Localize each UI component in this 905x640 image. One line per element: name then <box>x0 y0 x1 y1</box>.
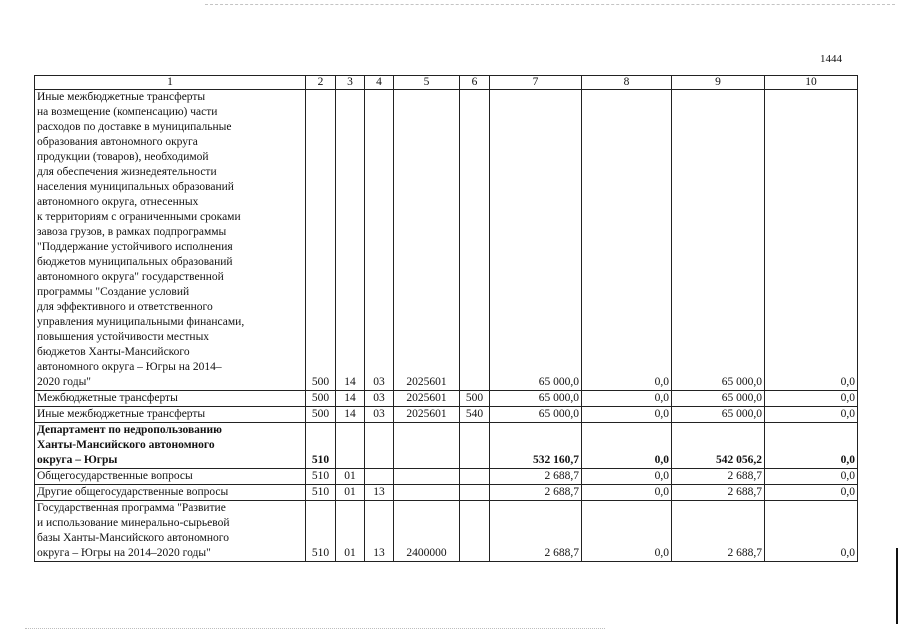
column-header: 5 <box>394 76 460 90</box>
amount-cell: 0,0 <box>582 501 672 562</box>
row-name-cell: Межбюджетные трансферты <box>35 391 306 407</box>
code-section-cell: 14 <box>336 90 365 391</box>
code-expense-type-cell <box>460 90 490 391</box>
table-row <box>35 501 858 562</box>
code-target-cell <box>394 423 460 469</box>
code-admin-cell: 510 <box>306 423 336 469</box>
code-expense-type-cell: 500 <box>460 391 490 407</box>
column-header: 4 <box>365 76 394 90</box>
table-body <box>35 76 858 562</box>
row-name-cell: Департамент по недропользованию Ханты-Мансийского автономного округа – Югры <box>35 423 306 469</box>
code-subsection-cell <box>365 469 394 485</box>
scan-artifact-bottom <box>25 628 605 629</box>
code-admin-cell: 500 <box>306 90 336 391</box>
amount-cell: 65 000,0 <box>490 391 582 407</box>
code-admin-cell: 510 <box>306 501 336 562</box>
column-header: 3 <box>336 76 365 90</box>
amount-cell: 0,0 <box>765 90 858 391</box>
code-target-cell: 2025601 <box>394 90 460 391</box>
amount-cell: 2 688,7 <box>490 501 582 562</box>
code-subsection-cell <box>365 423 394 469</box>
table-row <box>35 469 858 485</box>
column-header: 7 <box>490 76 582 90</box>
column-header: 9 <box>672 76 765 90</box>
page-number: 1444 <box>820 53 842 65</box>
column-header: 8 <box>582 76 672 90</box>
amount-cell: 2 688,7 <box>672 485 765 501</box>
amount-cell: 2 688,7 <box>672 469 765 485</box>
budget-table <box>34 75 858 562</box>
amount-cell: 0,0 <box>582 469 672 485</box>
code-subsection-cell: 03 <box>365 391 394 407</box>
code-expense-type-cell <box>460 485 490 501</box>
code-expense-type-cell: 540 <box>460 407 490 423</box>
code-section-cell: 14 <box>336 391 365 407</box>
amount-cell: 532 160,7 <box>490 423 582 469</box>
row-name-cell: Иные межбюджетные трансферты <box>35 407 306 423</box>
amount-cell: 2 688,7 <box>490 485 582 501</box>
code-target-cell <box>394 469 460 485</box>
row-name-cell: Иные межбюджетные трансферты на возмещение (компенсацию) части расходов по доставке в муниципальные образования автономного округа продукции (товаров), необходимой для обеспечения жизнедеятельности населения муниципальных образований автономного округа, отнесенных к территориям с ограниченными сроками завоза грузов, в рамках подпрограммы "Поддержание устойчивого исполнения бюджетов муниципальных образований автономного округа" государственной программы "Создание условий для эффективного и ответственного управления муниципальными финансами, повышения устойчивости местных бюджетов Ханты-Мансийского автономного округа – Югры на 2014– 2020 годы" <box>35 90 306 391</box>
column-header: 1 <box>35 76 306 90</box>
code-expense-type-cell <box>460 423 490 469</box>
column-header: 2 <box>306 76 336 90</box>
row-name-cell: Другие общегосударственные вопросы <box>35 485 306 501</box>
amount-cell: 0,0 <box>765 485 858 501</box>
column-header: 6 <box>460 76 490 90</box>
code-target-cell: 2400000 <box>394 501 460 562</box>
code-section-cell <box>336 423 365 469</box>
code-subsection-cell: 13 <box>365 501 394 562</box>
amount-cell: 0,0 <box>582 391 672 407</box>
amount-cell: 0,0 <box>582 90 672 391</box>
code-expense-type-cell <box>460 501 490 562</box>
table-row <box>35 90 858 391</box>
code-admin-cell: 510 <box>306 469 336 485</box>
amount-cell: 65 000,0 <box>672 90 765 391</box>
code-section-cell: 01 <box>336 485 365 501</box>
amount-cell: 0,0 <box>582 423 672 469</box>
amount-cell: 65 000,0 <box>672 407 765 423</box>
code-section-cell: 01 <box>336 501 365 562</box>
amount-cell: 2 688,7 <box>490 469 582 485</box>
code-target-cell <box>394 485 460 501</box>
margin-mark <box>896 548 898 624</box>
code-subsection-cell: 03 <box>365 90 394 391</box>
amount-cell: 0,0 <box>582 407 672 423</box>
amount-cell: 65 000,0 <box>490 90 582 391</box>
amount-cell: 65 000,0 <box>490 407 582 423</box>
table-row <box>35 391 858 407</box>
code-target-cell: 2025601 <box>394 407 460 423</box>
amount-cell: 542 056,2 <box>672 423 765 469</box>
table-row <box>35 485 858 501</box>
code-target-cell: 2025601 <box>394 391 460 407</box>
amount-cell: 0,0 <box>765 469 858 485</box>
table-row <box>35 407 858 423</box>
code-section-cell: 14 <box>336 407 365 423</box>
amount-cell: 65 000,0 <box>672 391 765 407</box>
code-subsection-cell: 13 <box>365 485 394 501</box>
row-name-cell: Государственная программа "Развитие и использование минерально-сырьевой базы Ханты-Мансийского автономного округа – Югры на 2014–2020 годы" <box>35 501 306 562</box>
table-header-row <box>35 76 858 90</box>
amount-cell: 0,0 <box>765 501 858 562</box>
amount-cell: 0,0 <box>765 423 858 469</box>
amount-cell: 0,0 <box>582 485 672 501</box>
amount-cell: 0,0 <box>765 391 858 407</box>
table-row <box>35 423 858 469</box>
column-header: 10 <box>765 76 858 90</box>
amount-cell: 2 688,7 <box>672 501 765 562</box>
code-expense-type-cell <box>460 469 490 485</box>
code-subsection-cell: 03 <box>365 407 394 423</box>
amount-cell: 0,0 <box>765 407 858 423</box>
code-admin-cell: 500 <box>306 407 336 423</box>
code-admin-cell: 510 <box>306 485 336 501</box>
code-admin-cell: 500 <box>306 391 336 407</box>
code-section-cell: 01 <box>336 469 365 485</box>
row-name-cell: Общегосударственные вопросы <box>35 469 306 485</box>
scan-artifact-top <box>205 4 895 5</box>
